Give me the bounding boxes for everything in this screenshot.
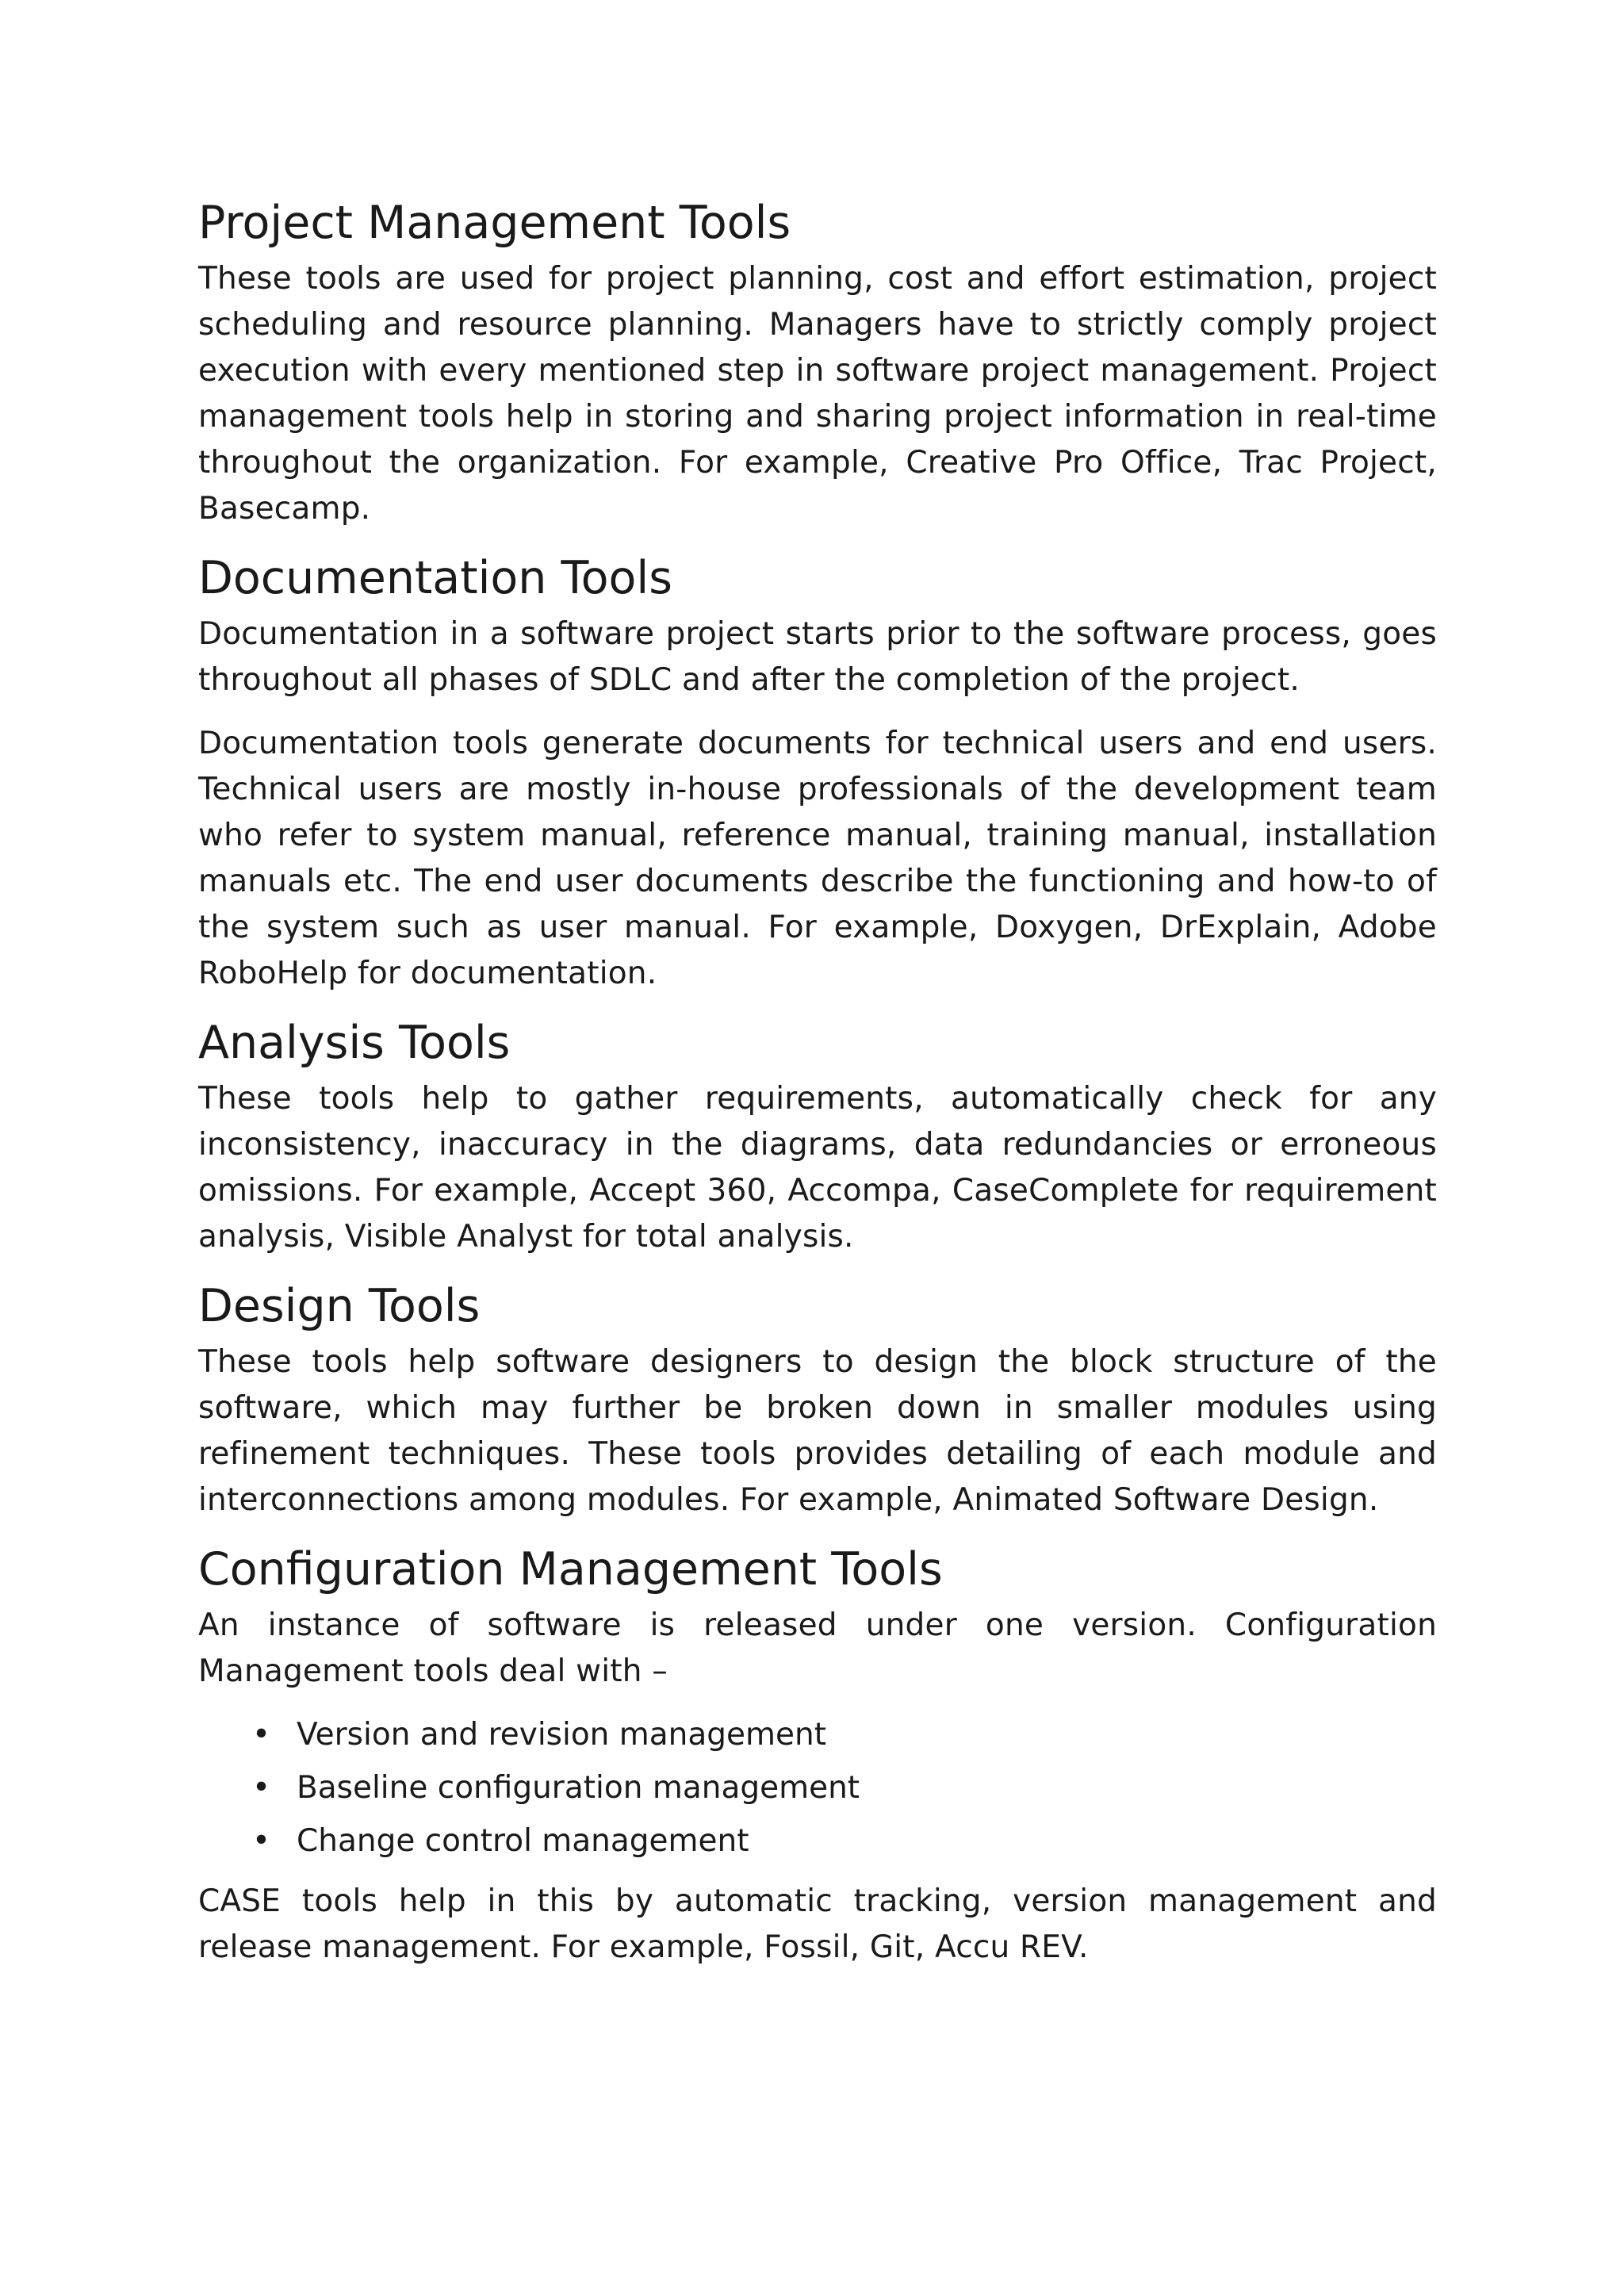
section-paragraph: These tools help to gather requirements, automatically check for any inconsistency, inaccuracy in the diagrams, data redundancies or erroneous omissions. For example, Accept 360, Accompa, CaseComplete for requirement analysis, Visible Analyst for total analysis. xyxy=(198,1081,1437,1255)
section-paragraph: These tools help software designers to design the block structure of the software, which may further be broken down in smaller modules using refinement techniques. These tools provides detailing of each module and interconnections among modules. For example, Animated Software Design. xyxy=(198,1344,1437,1518)
section-heading: Configuration Management Tools xyxy=(198,1543,943,1596)
section-configuration-management-tools xyxy=(198,1541,1437,1971)
list-item-text: Baseline configuration management xyxy=(297,1770,860,1806)
section-heading: Analysis Tools xyxy=(198,1017,511,1069)
bullet-icon: • xyxy=(252,1717,271,1753)
section-heading: Design Tools xyxy=(198,1280,481,1332)
section-analysis-tools xyxy=(198,1014,1437,1260)
section-closing: CASE tools help in this by automatic tracking, version management and release management. For example, Fossil, Git, Accu REV. xyxy=(198,1883,1437,1965)
section-paragraph: These tools are used for project planning, cost and effort estimation, project scheduling and resource planning. Managers have to strictly comply project execution with every mentioned step in software project management. Project management tools help in storing and sharing project information in real-time throughout the organization. For example, Creative Pro Office, Trac Project, Basecamp. xyxy=(198,261,1437,527)
list-item-text: Version and revision management xyxy=(297,1717,827,1753)
section-design-tools xyxy=(198,1278,1437,1523)
section-heading: Documentation Tools xyxy=(198,552,672,604)
section-project-management-tools xyxy=(198,194,1437,532)
bullet-icon: • xyxy=(252,1770,271,1806)
section-paragraph: Documentation in a software project starts prior to the software process, goes throughout all phases of SDLC and after the completion of the project. xyxy=(198,616,1437,698)
document-page xyxy=(198,194,1437,1988)
bullet-list xyxy=(198,1712,1437,1864)
list-item-text: Change control management xyxy=(297,1823,749,1859)
section-documentation-tools xyxy=(198,550,1437,997)
section-paragraph: Documentation tools generate documents for technical users and end users. Technical users are mostly in-house professionals of the development team who refer to system manual, reference manual, training manual, installation manuals etc. The end user documents describe the functioning and how-to of the system such as user manual. For example, Doxygen, DrExplain, Adobe RoboHelp for documentation. xyxy=(198,726,1437,991)
list-item xyxy=(252,1712,1437,1758)
list-item xyxy=(252,1765,1437,1811)
bullet-icon: • xyxy=(252,1823,271,1859)
list-item xyxy=(252,1818,1437,1864)
section-intro: An instance of software is released under one version. Configuration Management tools deal with – xyxy=(198,1607,1437,1689)
section-heading: Project Management Tools xyxy=(198,197,791,249)
